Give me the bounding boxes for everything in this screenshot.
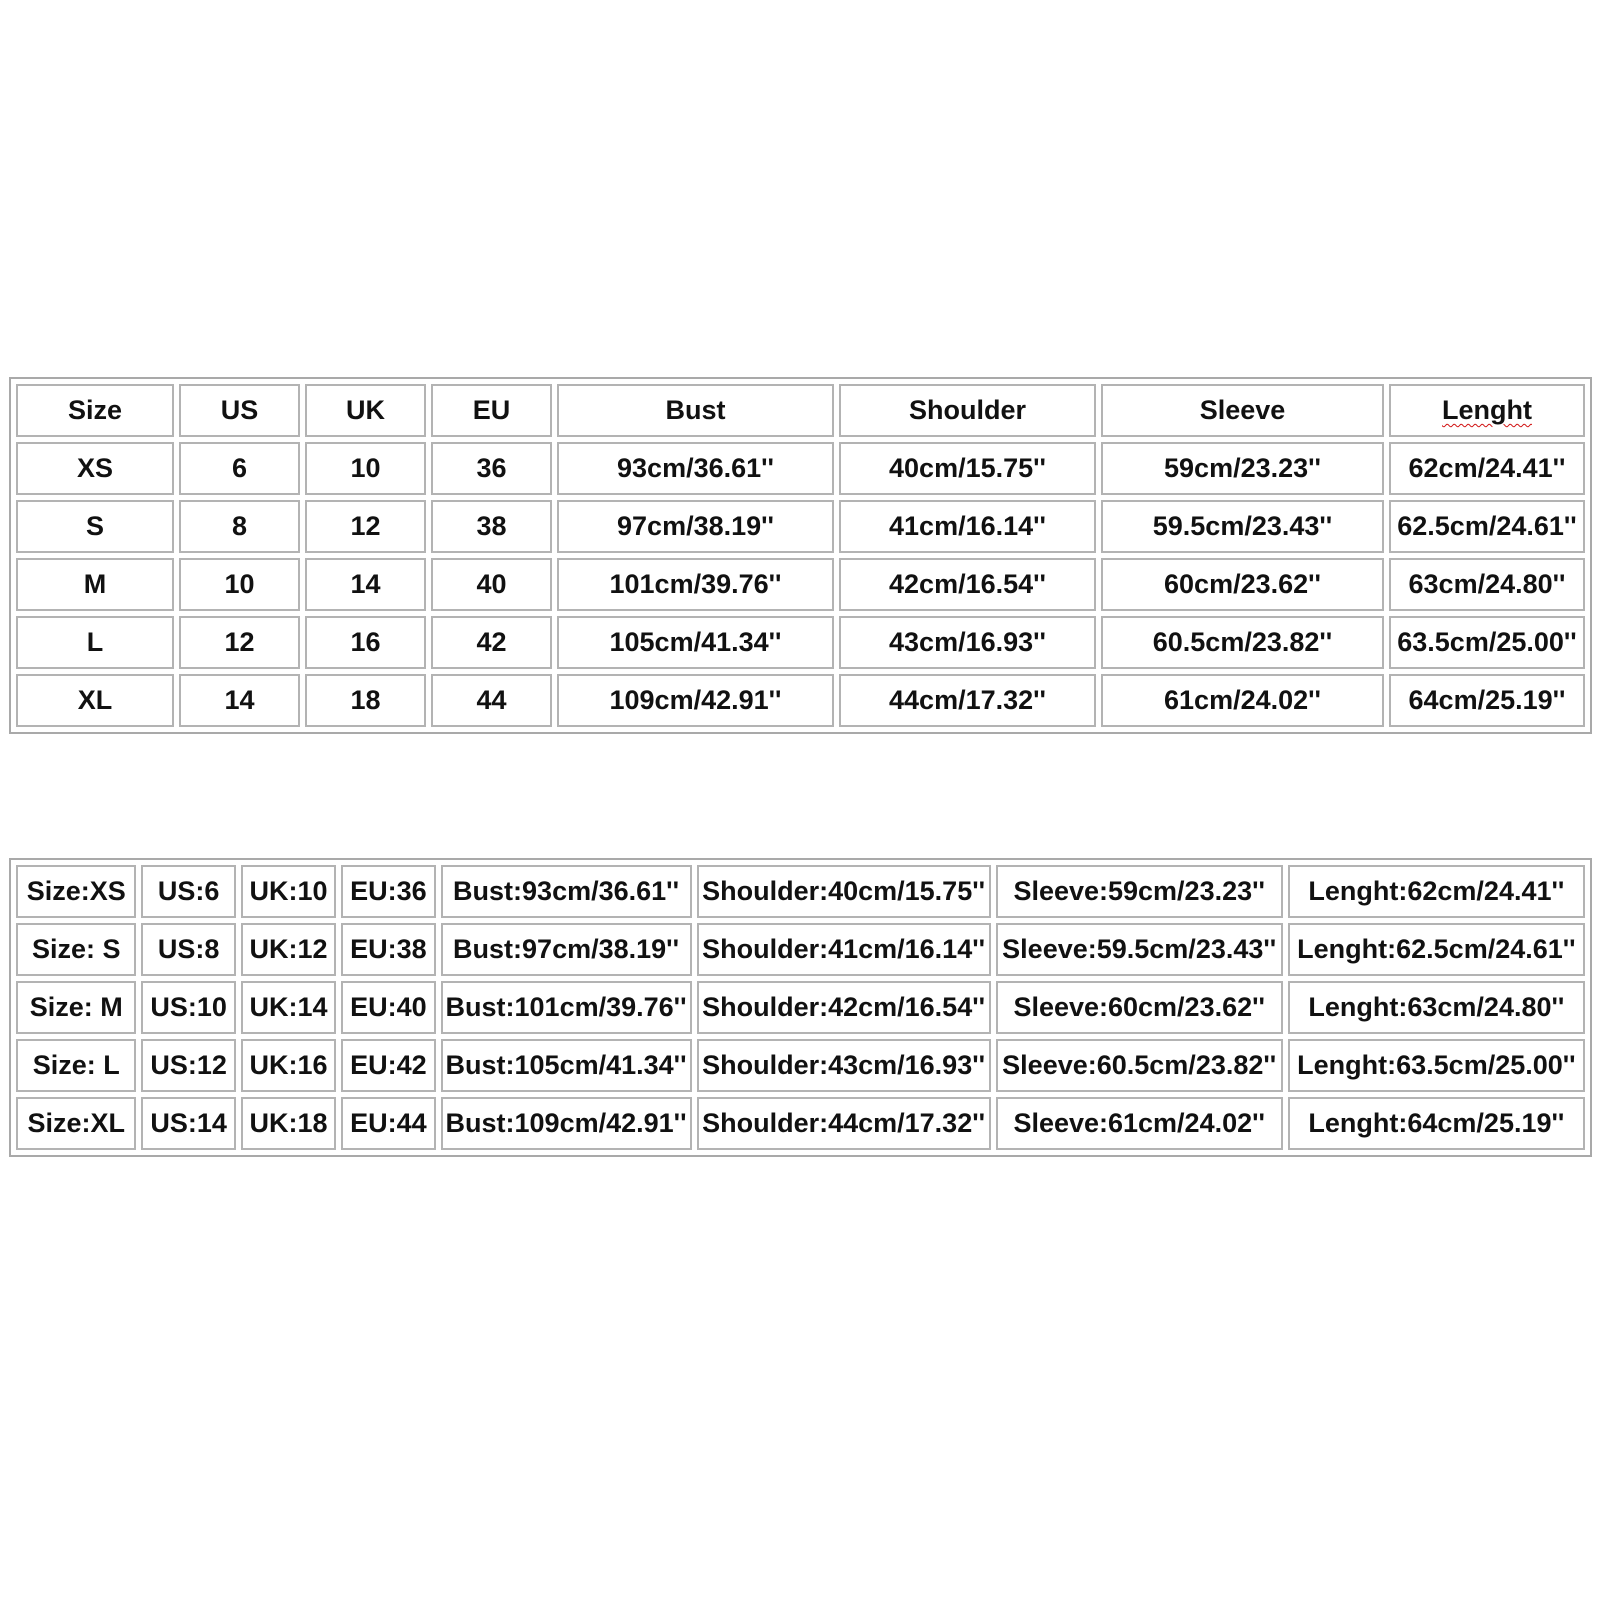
cell-eu: EU:44 <box>341 1097 435 1150</box>
cell-sleeve: 59cm/23.23'' <box>1101 442 1384 495</box>
cell-bust: 105cm/41.34'' <box>557 616 834 669</box>
cell-shoulder: Shoulder:40cm/15.75'' <box>697 865 991 918</box>
cell-size: Size: M <box>16 981 136 1034</box>
cell-uk: UK:10 <box>241 865 336 918</box>
cell-sleeve: Sleeve:61cm/24.02'' <box>996 1097 1283 1150</box>
table-row <box>16 616 1585 669</box>
header-uk: UK <box>305 384 426 437</box>
header-lenght <box>1389 384 1585 437</box>
cell-eu: 42 <box>431 616 552 669</box>
cell-uk: 10 <box>305 442 426 495</box>
cell-uk: 16 <box>305 616 426 669</box>
size-chart-labeled-table <box>9 858 1592 1157</box>
cell-sleeve: 60.5cm/23.82'' <box>1101 616 1384 669</box>
table-row <box>16 674 1585 727</box>
cell-size: XS <box>16 442 174 495</box>
cell-bust: Bust:105cm/41.34'' <box>441 1039 692 1092</box>
cell-eu: 40 <box>431 558 552 611</box>
cell-lenght: Lenght:64cm/25.19'' <box>1288 1097 1585 1150</box>
cell-us: 10 <box>179 558 300 611</box>
cell-sleeve: Sleeve:60cm/23.62'' <box>996 981 1283 1034</box>
cell-eu: 44 <box>431 674 552 727</box>
table-row <box>16 923 1585 976</box>
cell-uk: UK:16 <box>241 1039 336 1092</box>
cell-size: M <box>16 558 174 611</box>
cell-shoulder: Shoulder:42cm/16.54'' <box>697 981 991 1034</box>
cell-shoulder: Shoulder:44cm/17.32'' <box>697 1097 991 1150</box>
table-row <box>16 558 1585 611</box>
cell-shoulder: 44cm/17.32'' <box>839 674 1096 727</box>
cell-eu: EU:36 <box>341 865 435 918</box>
cell-us: 12 <box>179 616 300 669</box>
cell-bust: 109cm/42.91'' <box>557 674 834 727</box>
cell-size: XL <box>16 674 174 727</box>
cell-bust: 93cm/36.61'' <box>557 442 834 495</box>
cell-eu: EU:42 <box>341 1039 435 1092</box>
cell-shoulder: Shoulder:43cm/16.93'' <box>697 1039 991 1092</box>
cell-sleeve: Sleeve:60.5cm/23.82'' <box>996 1039 1283 1092</box>
cell-shoulder: 40cm/15.75'' <box>839 442 1096 495</box>
cell-size: Size: S <box>16 923 136 976</box>
cell-uk: 14 <box>305 558 426 611</box>
header-shoulder: Shoulder <box>839 384 1096 437</box>
cell-lenght: 62cm/24.41'' <box>1389 442 1585 495</box>
cell-sleeve: 59.5cm/23.43'' <box>1101 500 1384 553</box>
cell-eu: 36 <box>431 442 552 495</box>
cell-lenght: 62.5cm/24.61'' <box>1389 500 1585 553</box>
cell-bust: Bust:93cm/36.61'' <box>441 865 692 918</box>
cell-shoulder: Shoulder:41cm/16.14'' <box>697 923 991 976</box>
cell-shoulder: 43cm/16.93'' <box>839 616 1096 669</box>
cell-us: US:8 <box>141 923 235 976</box>
size-chart-table <box>9 377 1592 734</box>
cell-lenght: Lenght:62cm/24.41'' <box>1288 865 1585 918</box>
cell-lenght: Lenght:63cm/24.80'' <box>1288 981 1585 1034</box>
table-row <box>16 1097 1585 1150</box>
cell-size: L <box>16 616 174 669</box>
cell-us: US:12 <box>141 1039 235 1092</box>
table-row <box>16 1039 1585 1092</box>
header-sleeve: Sleeve <box>1101 384 1384 437</box>
cell-size: Size:XL <box>16 1097 136 1150</box>
cell-bust: Bust:97cm/38.19'' <box>441 923 692 976</box>
header-bust: Bust <box>557 384 834 437</box>
cell-lenght: 63.5cm/25.00'' <box>1389 616 1585 669</box>
cell-uk: UK:12 <box>241 923 336 976</box>
header-size: Size <box>16 384 174 437</box>
cell-sleeve: Sleeve:59cm/23.23'' <box>996 865 1283 918</box>
cell-uk: UK:14 <box>241 981 336 1034</box>
cell-size: Size:XS <box>16 865 136 918</box>
cell-us: US:14 <box>141 1097 235 1150</box>
cell-lenght: Lenght:63.5cm/25.00'' <box>1288 1039 1585 1092</box>
header-row <box>16 384 1585 437</box>
cell-lenght: 63cm/24.80'' <box>1389 558 1585 611</box>
cell-uk: 18 <box>305 674 426 727</box>
cell-sleeve: Sleeve:59.5cm/23.43'' <box>996 923 1283 976</box>
table-row <box>16 442 1585 495</box>
cell-size: Size: L <box>16 1039 136 1092</box>
size-chart-labeled-grid <box>11 860 1590 1155</box>
table-row <box>16 981 1585 1034</box>
cell-bust: 97cm/38.19'' <box>557 500 834 553</box>
cell-uk: UK:18 <box>241 1097 336 1150</box>
cell-lenght: Lenght:62.5cm/24.61'' <box>1288 923 1585 976</box>
cell-bust: Bust:101cm/39.76'' <box>441 981 692 1034</box>
cell-lenght: 64cm/25.19'' <box>1389 674 1585 727</box>
header-lenght-label: Lenght <box>1442 395 1532 425</box>
table-row <box>16 865 1585 918</box>
size-chart-grid <box>11 379 1590 732</box>
cell-bust: Bust:109cm/42.91'' <box>441 1097 692 1150</box>
table-row <box>16 500 1585 553</box>
cell-uk: 12 <box>305 500 426 553</box>
cell-us: 6 <box>179 442 300 495</box>
cell-us: 8 <box>179 500 300 553</box>
cell-eu: 38 <box>431 500 552 553</box>
cell-shoulder: 41cm/16.14'' <box>839 500 1096 553</box>
cell-us: US:10 <box>141 981 235 1034</box>
cell-sleeve: 61cm/24.02'' <box>1101 674 1384 727</box>
cell-shoulder: 42cm/16.54'' <box>839 558 1096 611</box>
cell-us: 14 <box>179 674 300 727</box>
cell-bust: 101cm/39.76'' <box>557 558 834 611</box>
header-eu: EU <box>431 384 552 437</box>
cell-size: S <box>16 500 174 553</box>
header-us: US <box>179 384 300 437</box>
cell-eu: EU:40 <box>341 981 435 1034</box>
cell-sleeve: 60cm/23.62'' <box>1101 558 1384 611</box>
cell-eu: EU:38 <box>341 923 435 976</box>
cell-us: US:6 <box>141 865 235 918</box>
